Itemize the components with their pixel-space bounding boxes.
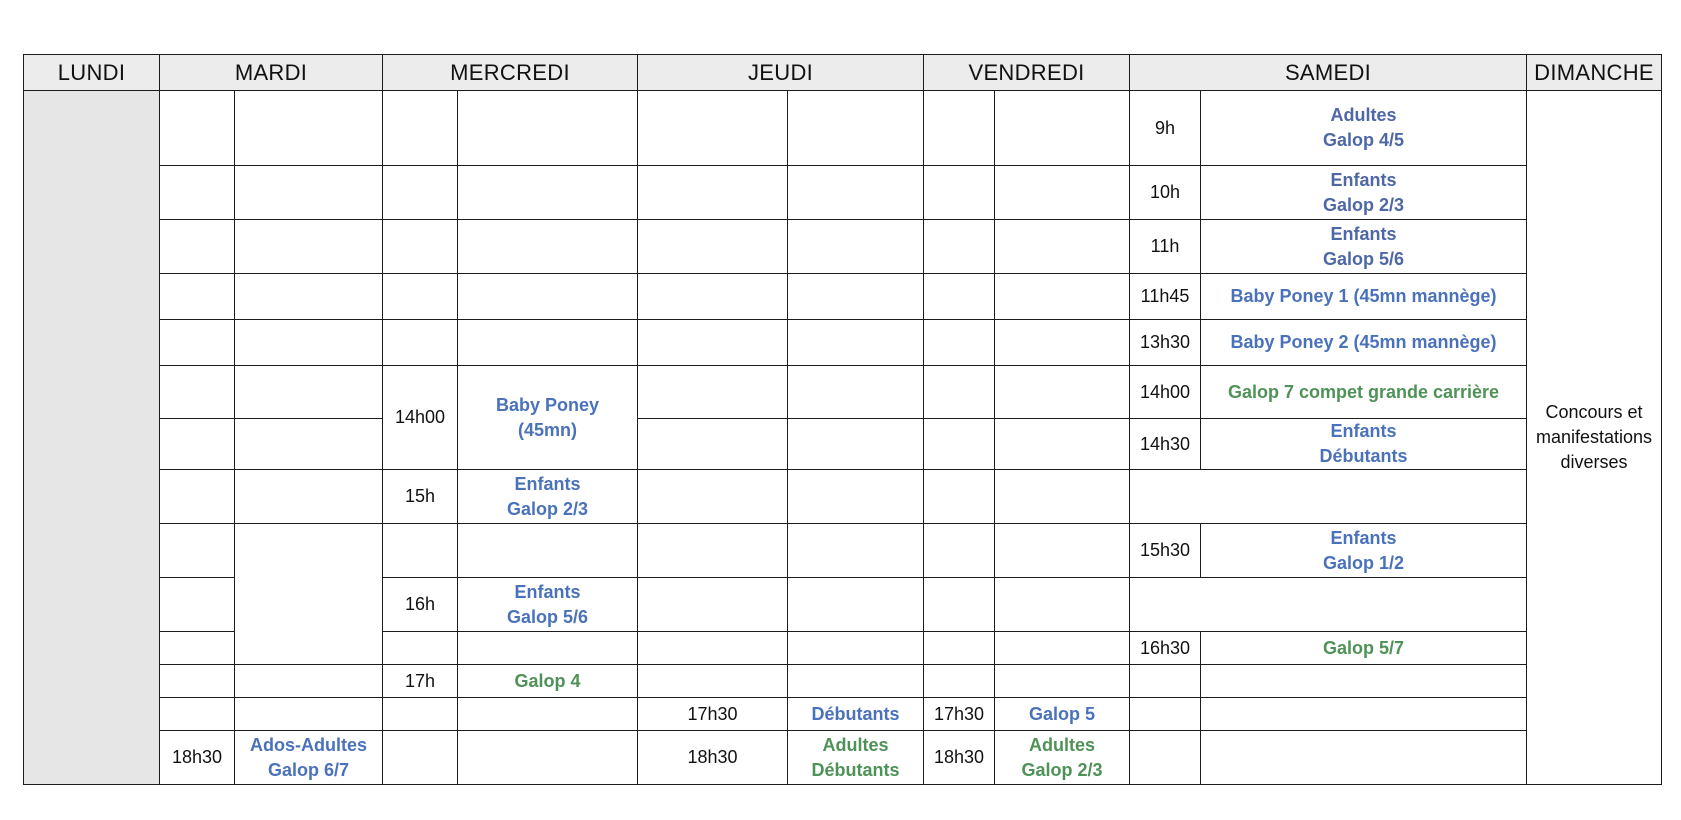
header-vendredi: VENDREDI [924, 55, 1130, 91]
samedi-class: Enfants Galop 1/2 [1201, 524, 1527, 578]
samedi-time: 16h30 [1130, 632, 1201, 665]
mercredi-class: Enfants Galop 2/3 [458, 470, 638, 524]
samedi-time: 9h [1130, 91, 1201, 166]
vendredi-class: Galop 5 [995, 698, 1130, 731]
lundi-column [24, 91, 160, 785]
samedi-class: Galop 5/7 [1201, 632, 1527, 665]
samedi-time: 15h30 [1130, 524, 1201, 578]
samedi-class: Enfants Débutants [1201, 419, 1527, 470]
vendredi-time: 18h30 [924, 731, 995, 785]
vendredi-time: 17h30 [924, 698, 995, 731]
jeudi-class: Débutants [788, 698, 924, 731]
samedi-class: Galop 7 compet grande carrière [1201, 366, 1527, 419]
header-samedi: SAMEDI [1130, 55, 1527, 91]
samedi-time: 10h [1130, 166, 1201, 220]
weekly-schedule-table [23, 54, 1662, 785]
samedi-class: Baby Poney 1 (45mn mannège) [1201, 274, 1527, 320]
header-jeudi: JEUDI [638, 55, 924, 91]
mardi-time: 18h30 [160, 731, 235, 785]
mercredi-class: Galop 4 [458, 665, 638, 698]
samedi-time: 11h [1130, 220, 1201, 274]
mardi-class: Ados-Adultes Galop 6/7 [235, 731, 383, 785]
samedi-time: 11h45 [1130, 274, 1201, 320]
mercredi-class: Enfants Galop 5/6 [458, 578, 638, 632]
header-mercredi: MERCREDI [383, 55, 638, 91]
samedi-class: Adultes Galop 4/5 [1201, 91, 1527, 166]
samedi-class: Enfants Galop 2/3 [1201, 166, 1527, 220]
mercredi-time: 14h00 [383, 366, 458, 470]
samedi-time: 14h00 [1130, 366, 1201, 419]
mercredi-time: 17h [383, 665, 458, 698]
samedi-class: Baby Poney 2 (45mn mannège) [1201, 320, 1527, 366]
mercredi-time: 16h [383, 578, 458, 632]
jeudi-time: 18h30 [638, 731, 788, 785]
samedi-class: Enfants Galop 5/6 [1201, 220, 1527, 274]
header-lundi: LUNDI [24, 55, 160, 91]
samedi-time: 14h30 [1130, 419, 1201, 470]
header-mardi: MARDI [160, 55, 383, 91]
jeudi-time: 17h30 [638, 698, 788, 731]
samedi-time: 13h30 [1130, 320, 1201, 366]
mercredi-class: Baby Poney (45mn) [458, 366, 638, 470]
mercredi-time: 15h [383, 470, 458, 524]
jeudi-class: Adultes Débutants [788, 731, 924, 785]
dimanche-cell: Concours et manifestations diverses [1527, 91, 1662, 785]
vendredi-class: Adultes Galop 2/3 [995, 731, 1130, 785]
header-dimanche: DIMANCHE [1527, 55, 1662, 91]
